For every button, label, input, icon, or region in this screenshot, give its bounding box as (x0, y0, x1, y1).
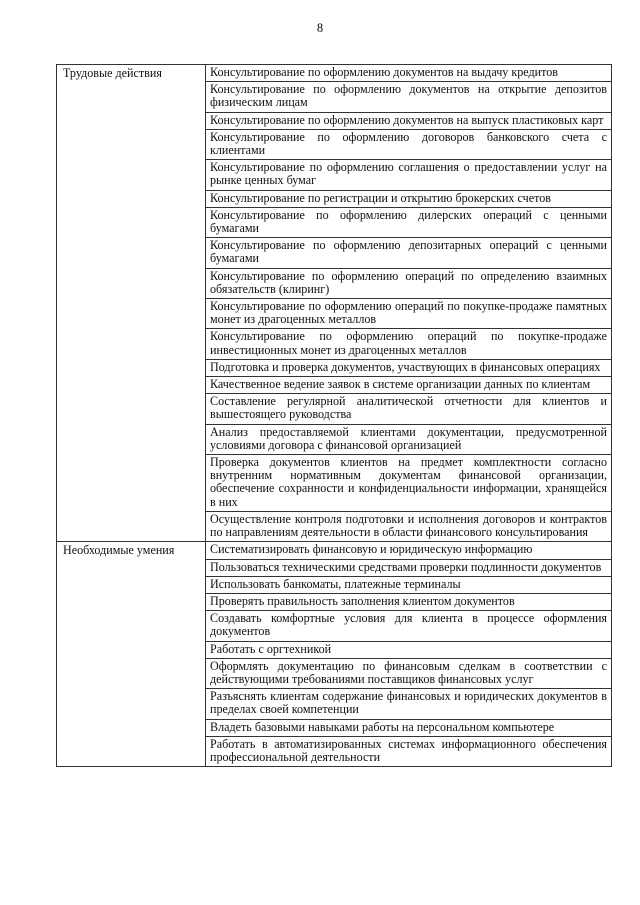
list-item: Консультирование по оформлению дилерских операций с ценными бумагами (206, 207, 612, 237)
list-item: Пользоваться техническими средствами проверки подлинности документов (206, 559, 612, 576)
list-item: Составление регулярной аналитической отчетности для клиентов и вышестоящего руководства (206, 394, 612, 424)
list-item: Консультирование по оформлению договоров банковского счета с клиентами (206, 129, 612, 159)
list-item: Работать с оргтехникой (206, 641, 612, 658)
category-labor-actions: Трудовые действия (57, 65, 206, 542)
list-item: Разъяснять клиентам содержание финансовых и юридических документов в пределах своей компетенции (206, 689, 612, 719)
list-item: Консультирование по оформлению документов на выдачу кредитов (206, 65, 612, 82)
table-row (57, 65, 612, 82)
list-item: Работать в автоматизированных системах информационного обеспечения профессиональной деятельности (206, 736, 612, 766)
list-item: Консультирование по оформлению операций по определению взаимных обязательств (клиринг) (206, 268, 612, 298)
table-row (57, 542, 612, 559)
list-item: Консультирование по оформлению документов на открытие депозитов физическим лицам (206, 82, 612, 112)
list-item: Систематизировать финансовую и юридическую информацию (206, 542, 612, 559)
page-number: 8 (316, 21, 324, 35)
list-item: Консультирование по оформлению документов на выпуск пластиковых карт (206, 112, 612, 129)
list-item: Подготовка и проверка документов, участвующих в финансовых операциях (206, 359, 612, 376)
list-item: Использовать банкоматы, платежные терминалы (206, 576, 612, 593)
list-item: Создавать комфортные условия для клиента в процессе оформления документов (206, 611, 612, 641)
list-item: Консультирование по оформлению соглашения о предоставлении услуг на рынке ценных бумаг (206, 160, 612, 190)
list-item: Консультирование по оформлению операций по покупке-продаже памятных монет из драгоценных металлов (206, 299, 612, 329)
list-item: Консультирование по регистрации и открытию брокерских счетов (206, 190, 612, 207)
list-item: Проверять правильность заполнения клиентом документов (206, 593, 612, 610)
list-item: Консультирование по оформлению операций по покупке-продаже инвестиционных монет из драгоценных металлов (206, 329, 612, 359)
list-item: Консультирование по оформлению депозитарных операций с ценными бумагами (206, 238, 612, 268)
list-item: Проверка документов клиентов на предмет комплектности согласно внутренним нормативным документам финансовой организации, обеспечение сохранности и конфиденциальности информации, хранящейся в них (206, 455, 612, 512)
category-required-skills: Необходимые умения (57, 542, 206, 767)
list-item: Анализ предоставляемой клиентами документации, предусмотренной условиями договора с финансовой организацией (206, 424, 612, 454)
list-item: Владеть базовыми навыками работы на персональном компьютере (206, 719, 612, 736)
list-item: Осуществление контроля подготовки и исполнения договоров и контрактов по направлениям деятельности в области финансового консультирования (206, 511, 612, 541)
list-item: Оформлять документацию по финансовым сделкам в соответствии с действующими требованиями поставщиков финансовых услуг (206, 658, 612, 688)
list-item: Качественное ведение заявок в системе организации данных по клиентам (206, 377, 612, 394)
functions-table (56, 64, 612, 767)
